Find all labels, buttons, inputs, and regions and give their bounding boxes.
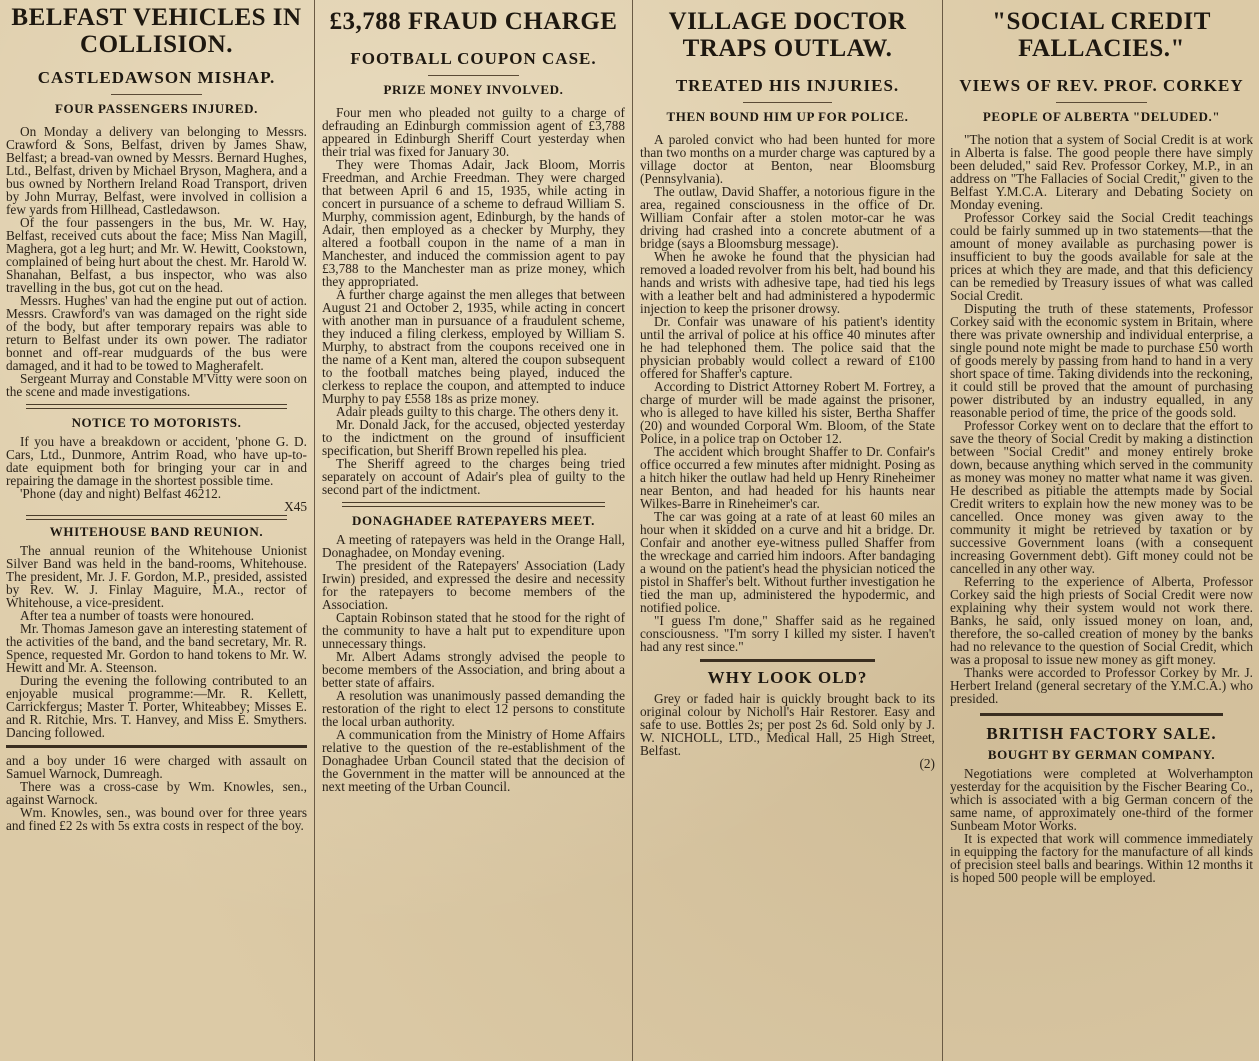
paragraph: Captain Robinson stated that he stood for the right of the community to have a halt put to expenditure upon unnecessary things. <box>322 610 625 651</box>
deck: FOUR PASSENGERS INJURED. <box>54 101 259 116</box>
paragraph: The outlaw, David Shaffer, a notorious figure in the area, regained consciousness in the office of Dr. William Confair after a stolen motor-car he was driving had crashed into a concrete abutment of a bridge (says a Bloomsburg message). <box>640 184 935 251</box>
paragraph: A meeting of ratepayers was held in the Orange Hall, Donaghadee, on Monday evening. <box>322 532 625 560</box>
column-2 <box>316 0 631 1061</box>
headline: VILLAGE DOCTOR TRAPS OUTLAW. <box>668 8 907 62</box>
paragraph: Thanks were accorded to Professor Corkey by Mr. J. Herbert Ireland (general secretary of the Y.M.C.A.) who presided. <box>950 665 1253 706</box>
divider <box>980 713 1223 716</box>
paragraph: When he awoke he found that the physician had removed a loaded revolver from his belt, had bound his hands and wrists with adhesive tape, had tied his legs with a leather belt and had administered a hypodermic injection to keep the prisoner drowsy. <box>640 249 935 316</box>
paragraph: Four men who pleaded not guilty to a charge of defrauding an Edinburgh commission agent of £3,788 appeared in Edinburgh Sheriff Court yesterday when their trial was fixed for January 30. <box>322 105 625 159</box>
paragraph: On Monday a delivery van belonging to Messrs. Crawford & Sons, Belfast, driven by James Shaw, Belfast; a bread-van owned by Messrs. Bernard Hughes, Ltd., Belfast, driven by Michael Bryson, Maghera, and a bus owned by Northern Ireland Road Transport, driven by John Murray, Belfast, were involved in collision a few yards from Hillhead, Castledawson. <box>6 124 307 217</box>
divider <box>1056 102 1147 103</box>
subheadline: VIEWS OF REV. PROF. CORKEY <box>959 76 1244 95</box>
divider <box>111 94 201 95</box>
paragraph: Dr. Confair was unaware of his patient's identity until the arrival of police at his office 40 minutes after he had telephoned them. The police said that the physician probably would collect a reward of £100 offered for Shaffer's capture. <box>640 314 935 381</box>
factory-deck: BOUGHT BY GERMAN COMPANY. <box>987 747 1216 762</box>
paragraph: Mr. Donald Jack, for the accused, objected yesterday to the indictment on the ground of insufficient specification, but Sheriff Brown repelled his plea. <box>322 417 625 458</box>
paragraph: Adair pleads guilty to this charge. The others deny it. <box>336 404 619 419</box>
paragraph: It is expected that work will commence immediately in equipping the factory for the manufacture of all kinds of precision steel balls and bearings. Within 12 months it is hoped 500 people will be employed. <box>950 831 1253 885</box>
paragraph: Negotiations were completed at Wolverhampton yesterday for the acquisition by the Fischer Bearing Co., which is associated with a big German concern of the same name, of approximately one-third of the former Sunbeam Motor Works. <box>950 766 1253 833</box>
paragraph: The annual reunion of the Whitehouse Unionist Silver Band was held in the band-rooms, Whitehouse. The president, Mr. J. F. Gordon, M.P., presided, assisted by Rev. W. J. Finlay Maguire, M.A., rector of Whitehouse, a vice-president. <box>6 543 307 610</box>
divider <box>26 515 287 520</box>
paragraph: Of the four passengers in the bus, Mr. W. Hay, Belfast, received cuts about the face; Miss Nan Magill, Maghera, got a leg hurt; and Mr. W. Hewitt, Cookstown, complained of being hurt about the chest. Mr. Harold W. Shanahan, Belfast, a bus inspector, who was also travelling in the bus, got cut on the head. <box>6 215 307 295</box>
paragraph: If you have a breakdown or accident, 'phone G. D. Cars, Ltd., Dunmore, Antrim Road, who have up-to-date equipment both for bringing your car in and repairing the damage in the shortest possible time. <box>6 434 307 488</box>
divider <box>342 502 605 507</box>
paragraph: The Sheriff agreed to the charges being tried separately on account of Adair's plea of guilty to the second part of the indictment. <box>322 456 625 497</box>
deck: PEOPLE OF ALBERTA "DELUDED." <box>982 109 1221 124</box>
paragraph: A communication from the Ministry of Home Affairs relative to the question of the re-establishment of the Donaghadee Urban Council stated that the decision of the Government in the matter will be announced at the next meeting of the Urban Council. <box>322 727 625 794</box>
column-1 <box>0 0 313 1061</box>
paragraph: Sergeant Murray and Constable M'Vitty were soon on the scene and made investigations. <box>6 371 307 399</box>
paragraph: and a boy under 16 were charged with assault on Samuel Warnock, Dumreagh. <box>6 753 307 781</box>
paragraph: According to District Attorney Robert M. Fortrey, a charge of murder will be made against the prisoner, who is alleged to have killed his sister, Bertha Shaffer (20) and wounded Corporal Wm. Bloom, of the State Police, in a police trap on October 12. <box>640 379 935 446</box>
paragraph: During the evening the following contributed to an enjoyable musical programme:—Mr. R. Kellett, Carrickfergus; Master T. Porter, Whiteabbey; Misses E. and R. Ritchie, Mrs. T. Hanvey, and Miss E. Smythers. Dancing followed. <box>6 673 307 740</box>
subheadline: FOOTBALL COUPON CASE. <box>350 49 597 68</box>
ad-code: (2) <box>919 756 935 771</box>
paragraph: Mr. Thomas Jameson gave an interesting statement of the activities of the band, and the band secretary, Mr. R. Spence, requested Mr. Gordon to hand tokens to Mr. W. Hewitt and Mr. A. Steenson. <box>6 621 307 675</box>
paragraph: A resolution was unanimously passed demanding the restoration of the right to elect 12 persons to constitute the local urban authority. <box>322 688 625 729</box>
paragraph: A further charge against the men alleges that between August 21 and October 2, 1935, while acting in concert with another man in pursuance of a fraudulent scheme, they induced a filing clerkess, employed by William S. Murphy, to abstract from the coupons received one in the name of a Kent man, altered the coupon subsequent to the football matches being played, induced the clerkess to replace the coupon, and attempted to induce Murphy to pay £558 18s as prize money. <box>322 287 625 406</box>
paragraph: Professor Corkey said the Social Credit teachings could be fairly summed up in two statements—that the amount of money available as purchasing power is insufficient to buy the goods available for sale at the prices at which they are made, and that this deficiency can be remedied by Treasury issues of what was called Social Credit. <box>950 210 1253 303</box>
ad-code: X45 <box>284 499 307 514</box>
divider <box>26 404 287 409</box>
column-4 <box>944 0 1259 1061</box>
column-3 <box>634 0 941 1061</box>
column-rule <box>314 0 315 1061</box>
headline: £3,788 FRAUD CHARGE <box>329 8 618 35</box>
deck: PRIZE MONEY INVOLVED. <box>383 82 564 97</box>
paragraph: "I guess I'm done," Shaffer said as he regained consciousness. "I'm sorry I killed my sister. I haven't had any rest since." <box>640 613 935 654</box>
divider <box>700 659 875 662</box>
paragraph: After tea a number of toasts were honoured. <box>20 608 255 623</box>
paragraph: The car was going at a rate of at least 60 miles an hour when it skidded on a curve and hit a bridge. Dr. Confair and another eye-witness pulled Shaffer from the wreckage and carried him indoors. After bandaging a wound on the patient's head the physician noticed the pistol in Shaffer's belt. Without further investigation he tied the man up, administered the hypodermic, and notified police. <box>640 509 935 615</box>
paragraph: Mr. Albert Adams strongly advised the people to become members of the Association, and bring about a better state of affairs. <box>322 649 625 690</box>
notice-headline: NOTICE TO MOTORISTS. <box>71 415 242 430</box>
paragraph: The president of the Ratepayers' Association (Lady Irwin) presided, and expressed the desire and necessity for the ratepayers to become members of the Association. <box>322 558 625 612</box>
paragraph: Messrs. Hughes' van had the engine put out of action. Messrs. Crawford's van was damaged on the right side of the body, but after temporary repairs was able to return to Belfast under its own power. The radiator bonnet and off-rear mudguards of the bus were damaged, and it had to be towed to Magherafelt. <box>6 293 307 373</box>
column-rule <box>942 0 943 1061</box>
paragraph: 'Phone (day and night) Belfast 46212. <box>20 486 222 501</box>
ad-headline: WHY LOOK OLD? <box>707 668 868 687</box>
paragraph: The accident which brought Shaffer to Dr. Confair's office occurred a few minutes after midnight. Posing as a hitch hiker the outlaw had held up Henry Rineheimer near Benton, and had headed for his haunts near Wilkes-Barre in Rineheimer's car. <box>640 444 935 511</box>
subheadline: CASTLEDAWSON MISHAP. <box>37 68 276 87</box>
band-headline: WHITEHOUSE BAND REUNION. <box>49 524 264 539</box>
column-rule <box>632 0 633 1061</box>
headline: "SOCIAL CREDIT FALLACIES." <box>992 8 1211 62</box>
paragraph: There was a cross-case by Wm. Knowles, sen., against Warnock. <box>6 779 307 807</box>
headline: BELFAST VEHICLES IN COLLISION. <box>11 4 302 58</box>
divider <box>6 745 307 748</box>
factory-headline: BRITISH FACTORY SALE. <box>986 724 1217 743</box>
paragraph: Professor Corkey went on to declare that the effort to save the theory of Social Credit by making a distinction between "Social Credit" and money entirely broke down, because anything which served in the community as money was money no matter what name it was given. He described as pitiable the attempts made by Social Credit writers to explain how the new money was to be cancelled. Once money was given away to the community it might be retrieved by taxation or by successive Government loans (with a consequent increasing Government debt). Gift money could not be cancelled in any other way. <box>950 418 1253 576</box>
paragraph: Grey or faded hair is quickly brought back to its original colour by Nicholl's Hair Restorer. Easy and safe to use. Bottles 2s; per post 2s 6d. Sold only by J. W. NICHOLL, LTD., Medical Hall, 25 High Street, Belfast. <box>640 691 935 758</box>
paragraph: They were Thomas Adair, Jack Bloom, Morris Freedman, and Archie Freedman. They were charged that between April 6 and 15, 1935, while acting in concert in pursuance of a scheme to defraud William S. Murphy, commission agent, Edinburgh, by the hands of Adair, then employed as a checker by Murphy, they altered a football coupon in the name of a man in Manchester, and induced the commission agent to pay £3,788 to the Manchester man as prize money, which they appropriated. <box>322 157 625 289</box>
paragraph: "The notion that a system of Social Credit is at work in Alberta is false. The good people there have simply been deluded," said Rev. Professor Corkey, M.P., in an address on "The Fallacies of Social Credit," given to the Belfast Y.M.C.A. Literary and Debating Society on Monday evening. <box>950 132 1253 212</box>
subheadline: TREATED HIS INJURIES. <box>675 76 900 95</box>
ratepayers-headline: DONAGHADEE RATEPAYERS MEET. <box>352 513 595 528</box>
paragraph: Referring to the experience of Alberta, Professor Corkey said the high priests of Social Credit were now explaining why their system would not work there. Banks, he said, only issued money on loan, and, therefore, the so-called creation of money by the banks had no relevance to the question of Social Credit, which was a proposal to issue new money as gift money. <box>950 574 1253 667</box>
paragraph: Wm. Knowles, sen., was bound over for three years and fined £2 2s with 5s extra costs in respect of the boy. <box>6 805 307 833</box>
deck: THEN BOUND HIM UP FOR POLICE. <box>666 109 909 124</box>
paragraph: A paroled convict who had been hunted for more than two months on a murder charge was captured by a village doctor at Benton, near Bloomsburg (Pennsylvania). <box>640 132 935 186</box>
divider <box>743 102 832 103</box>
paragraph: Disputing the truth of these statements, Professor Corkey said with the economic system in Britain, where there was private ownership and individual enterprise, a single pound note might be made to purchase £50 worth of goods merely by passing from hand to hand in a very short space of time. Taking dividends into the reckoning, it could still be proved that the amount of purchasing power distributed by an industry equalled, in any reasonable period of time, the price of the goods sold. <box>950 301 1253 420</box>
divider <box>428 75 519 76</box>
